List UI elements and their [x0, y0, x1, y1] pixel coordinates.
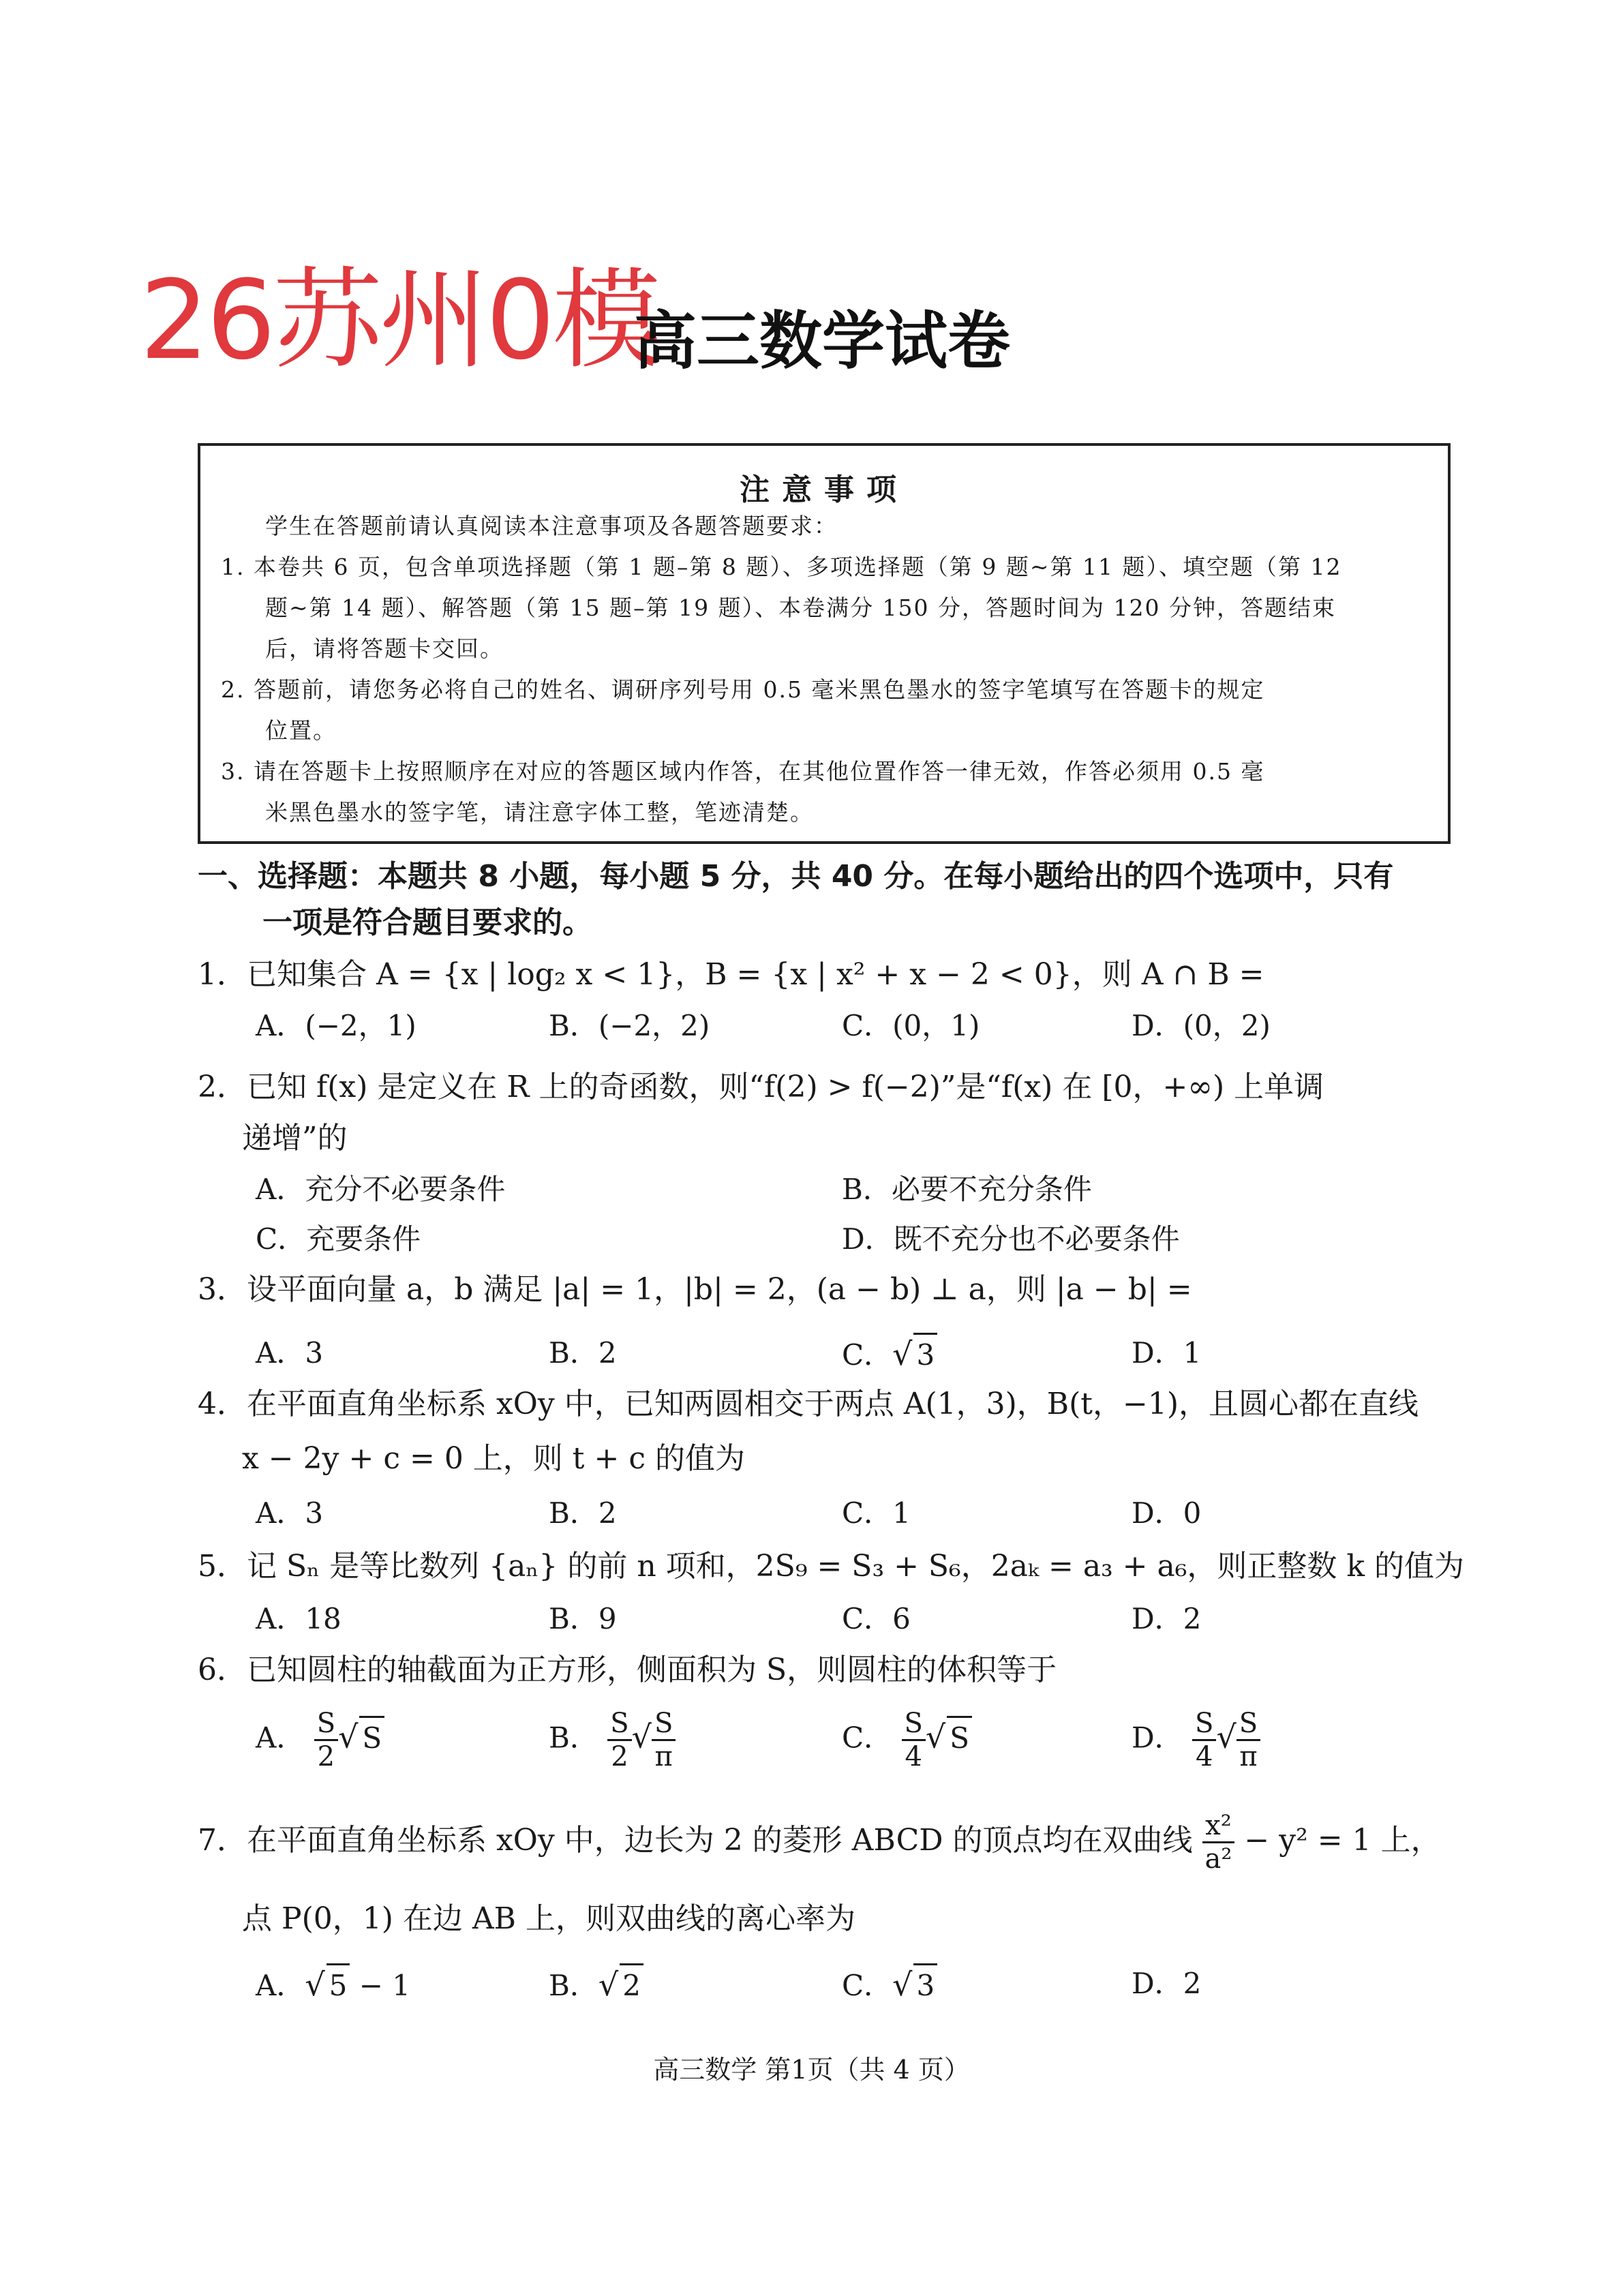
notice-item1-line2: 题~第 14 题）、解答题（第 15 题–第 19 题）、本卷满分 150 分，答题时间为 120 分钟，答题结束: [265, 594, 1336, 621]
q2-option-a: A．充分不必要条件: [256, 1173, 506, 1206]
q4-stem-line2: x − 2y + c = 0 上，则 t + c 的值为: [242, 1441, 745, 1476]
q5-stem: 5．记 Sₙ 是等比数列 {aₙ} 的前 n 项和，2S₉ = S₃ + S₆，2aₖ = a₃ + a₆，则正整数 k 的值为: [198, 1549, 1465, 1584]
q5-option-d: D．2: [1132, 1602, 1202, 1635]
q4-option-b: B．2: [549, 1496, 617, 1530]
notice-box: [198, 443, 1451, 844]
q7-stem-line1: 7．在平面直角坐标系 xOy 中，边长为 2 的菱形 ABCD 的顶点均在双曲线 $\frac{\text{x²}}{\text{a²}}$ − y² = 1 上，: [198, 1810, 1441, 1875]
q1-option-c: C．(0，1): [842, 1009, 980, 1042]
q4-stem-line1: 4．在平面直角坐标系 xOy 中，已知两圆相交于两点 A(1，3)，B(t，−1)，且圆心都在直线: [198, 1387, 1419, 1421]
q2-option-d: D．既不充分也不必要条件: [842, 1222, 1180, 1256]
q7-option-a: A．√ 5 − 1: [256, 1963, 410, 2006]
section1-line2: 一项是符合题目要求的。: [262, 905, 592, 940]
q7-option-d: D．2: [1132, 1967, 1202, 2000]
q1-option-b: B．(−2，2): [549, 1009, 710, 1042]
q1-option-a: A．(−2，1): [256, 1009, 416, 1042]
q4-option-d: D．0: [1132, 1496, 1202, 1530]
q6-option-a: A． $\frac{S}{2}$ √ S: [256, 1708, 384, 1772]
q7-stem-line2: 点 P(0，1) 在边 AB 上，则双曲线的离心率为: [242, 1901, 855, 1936]
q3-option-c: C．√ 3: [842, 1333, 937, 1376]
q2-stem-line2: 递增”的: [242, 1121, 348, 1155]
notice-item2-line2: 位置。: [265, 717, 337, 744]
q3-option-a: A．3: [256, 1336, 324, 1370]
q2-stem-line1: 2．已知 f(x) 是定义在 R 上的奇函数，则“f(2) > f(−2)”是“f(x) 在 [0，+∞) 上单调: [198, 1070, 1324, 1104]
q3-stem: 3．设平面向量 a，b 满足 |a| = 1，|b| = 2，(a − b) ⊥ a，则 |a − b| =: [198, 1272, 1192, 1307]
section1-line1: 一、选择题：本题共 8 小题，每小题 5 分，共 40 分。在每小题给出的四个选项中，只有: [198, 859, 1394, 894]
notice-item1-line1: 1. 本卷共 6 页，包含单项选择题（第 1 题–第 8 题）、多项选择题（第 9 题~第 11 题）、填空题（第 12: [221, 554, 1342, 580]
q7-option-c: C．√ 3: [842, 1963, 937, 2006]
notice-item3-line1: 3. 请在答题卡上按照顺序在对应的答题区域内作答，在其他位置作答一律无效，作答必须用 0.5 毫: [221, 758, 1265, 785]
q2-option-b: B．必要不充分条件: [842, 1173, 1092, 1206]
page-footer: 高三数学 第1页（共 4 页）: [653, 2055, 970, 2085]
q5-option-a: A．18: [256, 1602, 342, 1635]
notice-item2-line1: 2. 答题前，请您务必将自己的姓名、调研序列号用 0.5 毫米黑色墨水的签字笔填写在答题卡的规定: [221, 676, 1265, 703]
q1-option-d: D．(0，2): [1132, 1009, 1271, 1042]
q3-option-b: B．2: [549, 1336, 617, 1370]
q6-stem: 6．已知圆柱的轴截面为正方形，侧面积为 S，则圆柱的体积等于: [198, 1652, 1057, 1687]
q6-option-c: C． $\frac{S}{4}$ √ S: [842, 1708, 972, 1772]
q1-stem: 1．已知集合 A = {x | log₂ x < 1}，B = {x | x² + x − 2 < 0}，则 A ∩ B =: [198, 957, 1264, 992]
notice-title: 注意事项: [740, 472, 909, 507]
title-black: 高三数学试卷: [634, 305, 1011, 378]
q6-option-d: D． $\frac{S}{4}$ √ $\frac{S}{\pi}$: [1132, 1708, 1260, 1772]
q5-option-c: C．6: [842, 1602, 911, 1635]
notice-item3-line2: 米黑色墨水的签字笔，请注意字体工整，笔迹清楚。: [265, 799, 814, 826]
q5-option-b: B．9: [549, 1602, 617, 1635]
title-red: 26苏州0模: [140, 256, 659, 384]
notice-item1-line3: 后，请将答题卡交回。: [265, 635, 504, 662]
q2-option-c: C．充要条件: [256, 1222, 421, 1256]
q4-option-a: A．3: [256, 1496, 324, 1530]
q6-option-b: B． $\frac{S}{2}$ √ $\frac{S}{\pi}$: [549, 1708, 676, 1772]
q7-option-b: B．√ 2: [549, 1963, 643, 2006]
q4-option-c: C．1: [842, 1496, 911, 1530]
q3-option-d: D．1: [1132, 1336, 1202, 1370]
notice-intro: 学生在答题前请认真阅读本注意事项及各题答题要求：: [265, 513, 838, 539]
